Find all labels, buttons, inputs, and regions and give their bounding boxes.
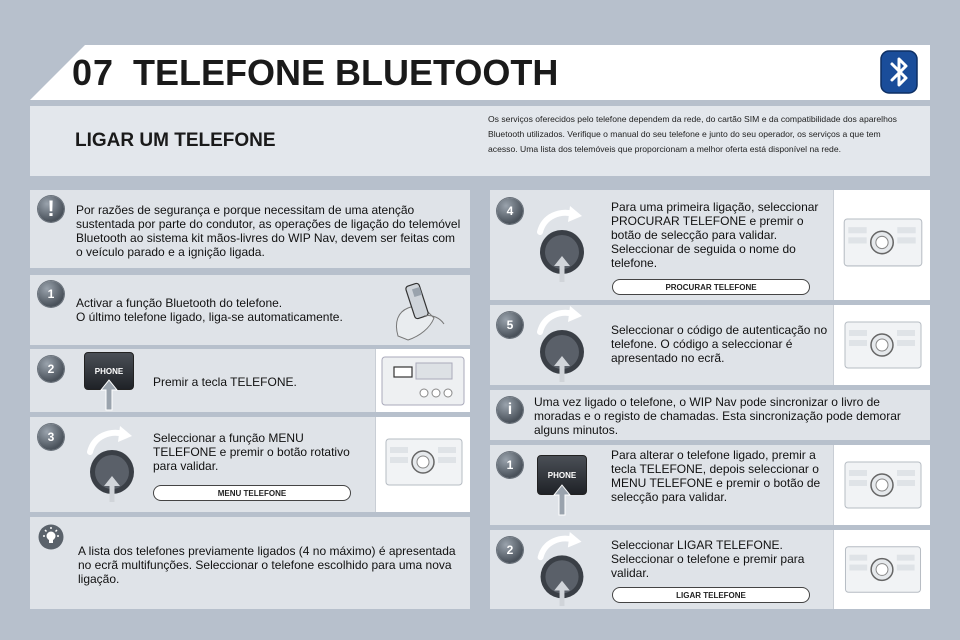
step-4-text: Para uma primeira ligação, seleccionar PROCURAR TELEFONE e premir o botão de selecção para validar. Seleccionar de seguida o nome do telefone. xyxy=(611,200,819,270)
press-arrow-icon xyxy=(98,378,120,412)
alt-step-1-text: Para alterar o telefone ligado, premir a tecla TELEFONE, depois seleccionar o MENU TELEFONE e premir o botão de selecção para validar. xyxy=(611,448,821,504)
intro-note: Os serviços oferecidos pelo telefone dependem da rede, do cartão SIM e da compatibilidade dos aparelhos Bluetooth utilizados. Verifique o manual do seu telefone e junto do seu operador, os serviços a que tem acesso. Uma lista dos telemóveis que proporcionam a melhor oferta está disponível na rede. xyxy=(488,114,897,154)
radio-knob-thumbnail xyxy=(833,530,930,609)
lightbulb-icon xyxy=(38,524,64,550)
alt-step-2-text: Seleccionar LIGAR TELEFONE. Seleccionar o telefone e premir para validar. xyxy=(611,538,805,580)
rotary-knob-icon xyxy=(80,424,144,504)
radio-knob-image xyxy=(834,190,931,300)
alt-step-1-badge: 1 xyxy=(497,452,523,478)
press-arrow-icon xyxy=(551,482,573,518)
warning-badge: ! xyxy=(38,196,64,222)
radio-knob-image xyxy=(834,530,931,609)
menu-telefone-pill[interactable]: MENU TELEFONE xyxy=(153,485,351,501)
step-1-line1: Activar a função Bluetooth do telefone. xyxy=(76,296,283,310)
rotary-knob-icon xyxy=(530,304,594,384)
tip-text: A lista dos telefones previamente ligados (4 no máximo) é apresentada no ecrã multifunções. Seleccionar o telefone escolhido para uma nova ligação. xyxy=(78,544,456,586)
phone-in-hand-icon xyxy=(384,278,464,342)
phone-key-label: PHONE xyxy=(547,470,577,480)
step-3-text: Seleccionar a função MENU TELEFONE e premir o botão rotativo para validar. xyxy=(153,431,350,473)
radio-front-thumbnail xyxy=(375,349,470,412)
info-badge: i xyxy=(497,397,523,423)
radio-knob-image xyxy=(376,417,471,512)
step-4-badge: 4 xyxy=(497,198,523,224)
step-5-text: Seleccionar o código de autenticação no telefone. O código a seleccionar é apresentado no ecrã. xyxy=(611,323,828,365)
section-title: LIGAR UM TELEFONE xyxy=(75,130,276,151)
chapter-number: 07 xyxy=(72,52,115,93)
ligar-telefone-pill[interactable]: LIGAR TELEFONE xyxy=(612,587,810,603)
radio-knob-thumbnail xyxy=(833,305,930,385)
radio-knob-image xyxy=(834,305,931,385)
bluetooth-icon xyxy=(880,50,918,94)
info-text: Uma vez ligado o telefone, o WIP Nav pode sincronizar o livro de moradas e o registo de chamadas. Esta sincronização pode demorar alguns minutos. xyxy=(534,395,901,437)
radio-knob-thumbnail xyxy=(833,190,930,300)
step-1-badge: 1 xyxy=(38,281,64,307)
alt-step-2-badge: 2 xyxy=(497,537,523,563)
radio-knob-image xyxy=(834,445,931,525)
radio-front-image xyxy=(376,349,471,412)
step-1-line2: O último telefone ligado, liga-se automaticamente. xyxy=(76,310,343,324)
step-5-badge: 5 xyxy=(497,312,523,338)
procurar-telefone-pill[interactable]: PROCURAR TELEFONE xyxy=(612,279,810,295)
rotary-knob-icon xyxy=(530,202,594,286)
chapter-title: TELEFONE BLUETOOTH xyxy=(133,52,559,93)
phone-key-label: PHONE xyxy=(94,366,124,376)
step-2-text: Premir a tecla TELEFONE. xyxy=(153,375,297,389)
step-3-badge: 3 xyxy=(38,424,64,450)
radio-knob-thumbnail xyxy=(375,417,470,512)
step-2-badge: 2 xyxy=(38,356,64,382)
warning-text: Por razões de segurança e porque necessitam de uma atenção sustentada por parte do condutor, as operações de ligação do telemóvel Bluetooth ao sistema kit mãos-livres do WIP Nav, devem ser feitas com o veículo parado e a ignição ligada. xyxy=(76,203,461,259)
rotary-knob-icon xyxy=(530,530,594,608)
radio-knob-thumbnail xyxy=(833,445,930,525)
